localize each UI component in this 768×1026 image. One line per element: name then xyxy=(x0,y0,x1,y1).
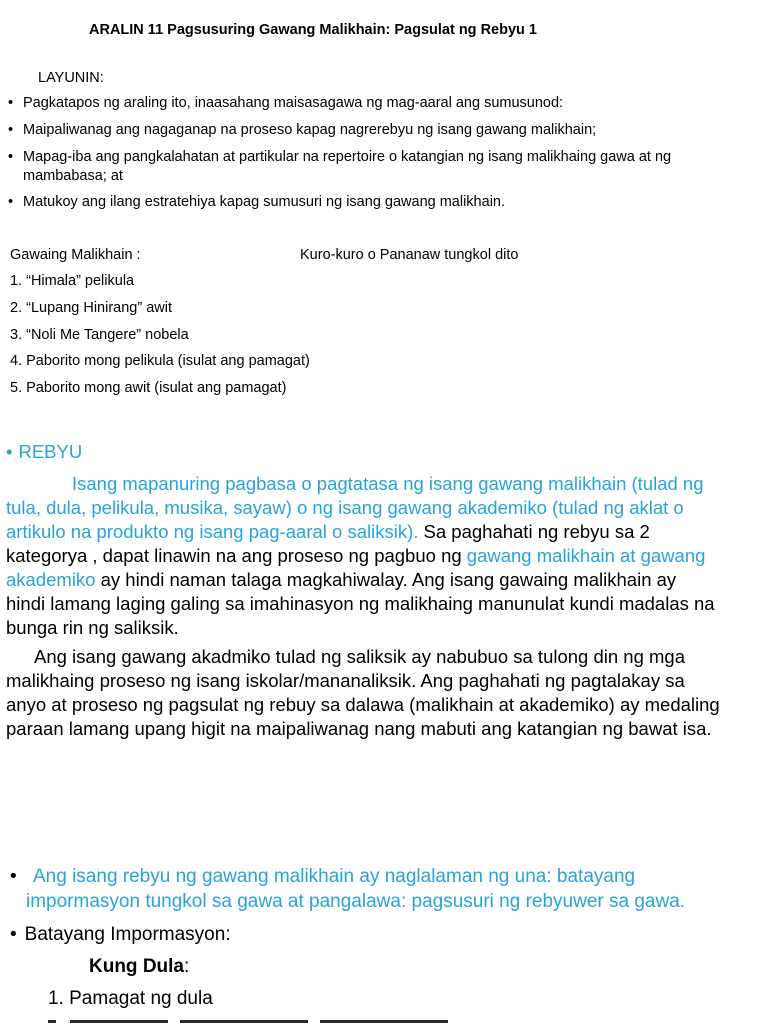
paragraph-text: anyo at proseso ng pagsulat ng rebuy sa dalawa (malikhain at akademiko) ay medaling xyxy=(6,694,720,715)
objective-item-text: • Matukoy ang ilang estratehiya kapag sumusuri ng isang gawang malikhain. xyxy=(23,194,505,210)
paragraph-text: Sa paghahati ng rebyu sa 2 xyxy=(418,521,650,542)
batayang-bullet: • Batayang Impormasyon: xyxy=(10,924,231,945)
paragraph-text: bunga rin ng saliksik. xyxy=(6,617,179,638)
objective-item: • Maipaliwanag ang nagaganap na proseso kapag nagrerebyu ng isang gawang malikhain; xyxy=(23,122,596,138)
activity-item: 3. “Noli Me Tangere” nobela xyxy=(10,327,189,343)
cutoff-line-glyphs xyxy=(48,1020,448,1023)
cutoff-line xyxy=(48,1018,448,1026)
rebyu-paragraph-2 xyxy=(6,645,766,741)
kung-dula-label: Kung Dula xyxy=(89,956,184,977)
definition-text: artikulo na produkto ng isang pag-aaral o saliksik). xyxy=(6,521,419,542)
activity-left-header: Gawaing Malikhain : xyxy=(10,247,141,263)
page-title: ARALIN 11 Pagsusuring Gawang Malikhain: Pagsulat ng Rebyu 1 xyxy=(89,22,537,38)
dula-list-item: 1. Pamagat ng dula xyxy=(48,988,213,1009)
objective-item-continuation: mambabasa; at xyxy=(23,168,123,184)
definition-text: tula, dula, pelikula, musika, sayaw) o ng isang gawang akademiko (tulad ng aklat o xyxy=(6,497,684,518)
paragraph-text: hindi lamang laging galing sa imahinasyon ng malikhaing manunulat kundi madalas na xyxy=(6,593,715,614)
kung-dula-heading xyxy=(89,956,189,978)
objective-item: • Mapag-iba ang pangkalahatan at partikular na repertoire o katangian ng isang malikhaing gawa at ng xyxy=(23,149,671,165)
paragraph-text: paraan lamang upang higit na maipaliwanag nang mabuti ang katangian ng bawat isa. xyxy=(6,718,712,739)
paragraph-text: malikhaing proseso ng isang iskolar/mananaliksik. Ang paghahati ng pagtalakay sa xyxy=(6,670,685,691)
activity-item: 2. “Lupang Hinirang” awit xyxy=(10,300,173,316)
highlight-text: gawang malikhain at gawang xyxy=(466,545,706,566)
definition-text: Isang mapanuring pagbasa o pagtatasa ng isang gawang malikhain (tulad ng xyxy=(72,473,704,494)
rebyu-paragraph-1 xyxy=(6,472,766,640)
kung-dula-colon: : xyxy=(184,956,190,977)
activity-item: 5. Paborito mong awit (isulat ang pamagat) xyxy=(10,380,287,396)
rebyu-content-line: Ang isang rebyu ng gawang malikhain ay naglalaman ng una: batayang xyxy=(33,866,636,887)
rebyu-heading-text: REBYU xyxy=(18,441,83,462)
activity-item: 1. “Himala” pelikula xyxy=(10,273,135,289)
batayang-heading: Batayang Impormasyon: xyxy=(24,924,231,945)
rebyu-content-line: impormasyon tungkol sa gawa at pangalawa: pagsusuri ng rebyuwer sa gawa. xyxy=(26,891,686,912)
activity-right-header: Kuro-kuro o Pananaw tungkol dito xyxy=(300,247,519,263)
paragraph-text: ay hindi naman talaga magkahiwalay. Ang isang gawaing malikhain ay xyxy=(95,569,677,590)
objectives-heading: LAYUNIN: xyxy=(38,70,104,86)
objective-item xyxy=(23,194,505,210)
highlight-text: akademiko xyxy=(6,569,96,590)
objective-item: • Pagkatapos ng araling ito, inaasahang maisasagawa ng mag-aaral ang sumusunod: xyxy=(23,95,563,111)
activity-item: 4. Paborito mong pelikula (isulat ang pamagat) xyxy=(10,353,310,369)
paragraph-text: Ang isang gawang akadmiko tulad ng saliksik ay nabubuo sa tulong din ng mga xyxy=(34,646,686,667)
paragraph-text: kategorya , dapat linawin na ang proseso ng pagbuo ng xyxy=(6,545,467,566)
rebyu-heading: • REBYU xyxy=(6,441,83,462)
